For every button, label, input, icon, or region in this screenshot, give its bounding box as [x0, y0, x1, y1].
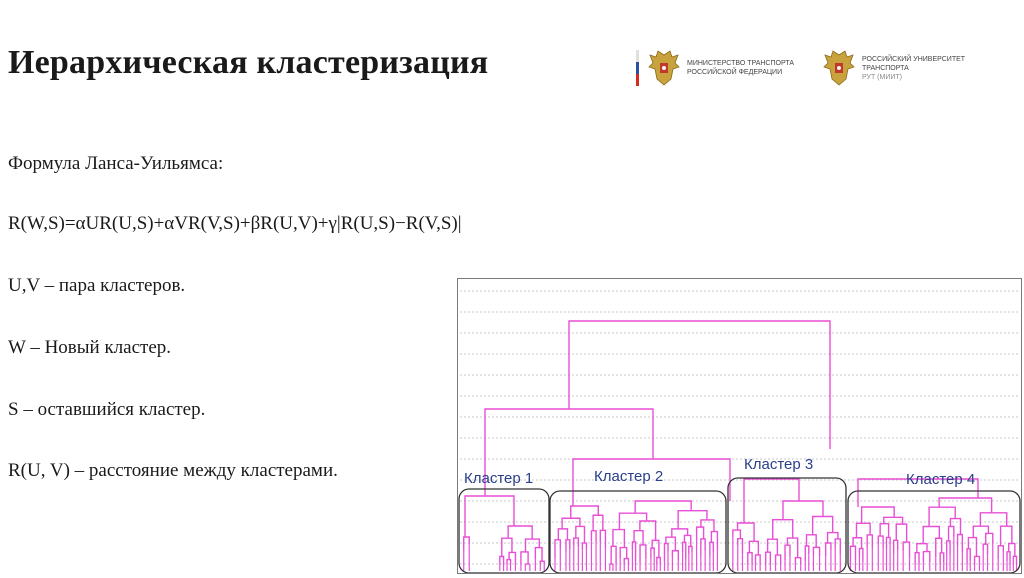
dendrogram-link	[894, 540, 898, 554]
university-line-3: РУТ (МИИТ)	[862, 73, 903, 81]
dendrogram-chart	[458, 279, 1021, 573]
dendrogram-link	[940, 553, 944, 564]
dendrogram-link	[748, 553, 752, 564]
cluster-box	[848, 491, 1020, 573]
dendrogram-link	[773, 520, 793, 540]
dendrogram-link	[711, 532, 717, 551]
dendrogram-link	[593, 515, 603, 531]
dendrogram-link	[521, 552, 528, 564]
dendrogram-link	[624, 559, 628, 564]
dendrogram-link	[525, 539, 539, 552]
ministry-logo-text	[687, 59, 794, 77]
dendrogram-link	[766, 552, 771, 564]
dendrogram-link	[929, 507, 955, 526]
dendrogram-link	[828, 533, 838, 543]
dendrogram-link	[983, 544, 987, 555]
dendrogram-link	[535, 548, 542, 562]
dendrogram-link	[939, 498, 991, 513]
cluster-label-1: Кластер 1	[464, 470, 534, 487]
dendrogram-link	[738, 539, 743, 553]
dendrogram-link	[923, 552, 929, 563]
dendrogram-link	[896, 524, 906, 542]
dendrogram-link	[756, 555, 761, 564]
ministry-logo	[636, 48, 794, 88]
coat-of-arms-icon	[822, 49, 856, 87]
cluster-label-3: Кластер 3	[744, 456, 814, 473]
dendrogram-link	[733, 530, 741, 539]
dendrogram-link	[878, 536, 883, 548]
dendrogram-link	[640, 545, 646, 563]
dendrogram-link	[923, 526, 939, 543]
cluster-label-2: Кластер 2	[594, 468, 664, 485]
dendrogram-link	[975, 556, 980, 564]
dendrogram-link	[915, 553, 919, 564]
cluster-label-4: Кластер 4	[906, 471, 976, 488]
university-logo	[822, 48, 965, 88]
dendrogram-link	[813, 547, 819, 556]
dendrogram-link	[776, 555, 781, 564]
dendrogram-link	[787, 538, 797, 558]
dendrogram-link	[701, 539, 705, 556]
ministry-line-1: МИНИСТЕРСТВО ТРАНСПОРТА	[687, 60, 795, 67]
russian-flag-stripe	[636, 50, 639, 86]
dendrogram-link	[835, 539, 840, 554]
dendrogram-link	[540, 561, 544, 564]
definition-w: W – Новый кластер.	[8, 337, 172, 358]
coat-of-arms-icon	[647, 49, 681, 87]
dendrogram-link	[1013, 556, 1016, 564]
dendrogram-link	[562, 518, 580, 529]
cluster-box	[728, 478, 846, 573]
university-line-1: РОССИЙСКИЙ УНИВЕРСИТЕТ	[862, 55, 966, 63]
dendrogram-link	[576, 526, 585, 543]
dendrogram-link	[569, 321, 830, 449]
dendrogram-link	[657, 557, 660, 564]
dendrogram-link	[620, 548, 627, 559]
dendrogram-link	[697, 527, 704, 540]
definition-r: R(U, V) – расстояние между кластерами.	[8, 460, 338, 481]
dendrogram-link	[502, 538, 512, 556]
dendrogram-link	[464, 537, 470, 551]
dendrogram-link	[508, 526, 532, 539]
dendrogram-link	[500, 557, 504, 564]
dendrogram-link	[826, 543, 831, 556]
dendrogram-link	[465, 496, 514, 537]
dendrogram-link	[582, 543, 586, 550]
dendrogram-link	[998, 546, 1003, 560]
dendrogram-link	[949, 526, 954, 541]
dendrogram-link	[611, 546, 616, 564]
formula-text: R(W,S)=αUR(U,S)+αVR(V,S)+βR(U,V)+γ|R(U,S)−R(V,S)|	[8, 213, 462, 234]
dendrogram-link	[591, 531, 596, 543]
dendrogram-link	[672, 551, 678, 561]
definition-s: S – оставшийся кластер.	[8, 399, 206, 420]
dendrogram-link	[867, 535, 872, 548]
dendrogram-link	[880, 524, 888, 538]
dendrogram-link	[850, 546, 855, 564]
dendrogram-link	[613, 530, 624, 548]
dendrogram-link	[600, 530, 605, 548]
dendrogram-link	[795, 558, 800, 564]
definition-uv: U,V – пара кластеров.	[8, 275, 186, 296]
dendrogram-links	[464, 321, 1017, 571]
dendrogram-link	[571, 506, 599, 518]
university-logo-text	[862, 55, 965, 82]
dendrogram-link	[862, 507, 895, 523]
formula-heading: Формула Ланса-Уильямса:	[8, 153, 224, 174]
dendrogram-link	[980, 513, 1006, 526]
dendrogram-link	[558, 529, 567, 540]
dendrogram-link	[507, 560, 510, 564]
slide-title: Иерархическая кластеризация	[8, 44, 489, 81]
dendrogram-link	[903, 542, 909, 558]
dendrogram-frame	[457, 278, 1022, 574]
dendrogram-link	[785, 545, 790, 560]
ministry-line-2: РОССИЙСКОЙ ФЕДЕРАЦИИ	[687, 69, 783, 76]
university-line-2: ТРАНСПОРТА	[862, 64, 909, 72]
